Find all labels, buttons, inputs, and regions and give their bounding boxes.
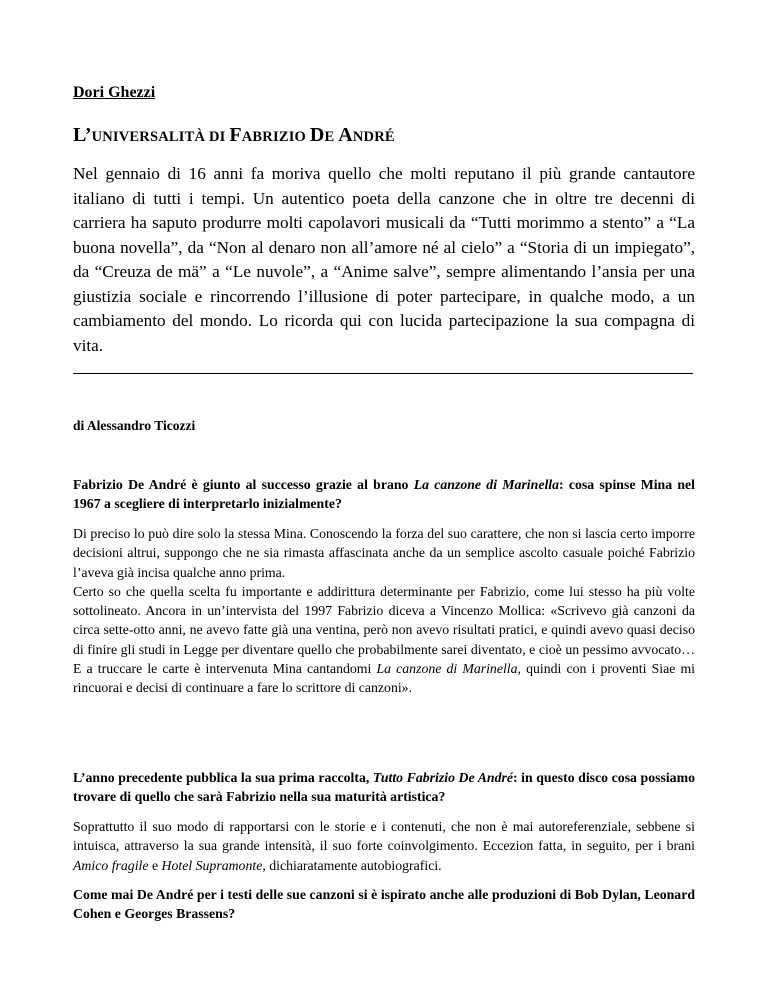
question-3: Come mai De André per i testi delle sue canzoni si è ispirato anche alle produzioni di Bob Dylan, Leonard Cohen e Georges Brassens? — [73, 887, 695, 922]
song-title: La canzone di Marinella — [413, 477, 560, 492]
article-title — [73, 124, 395, 147]
answer-1-paragraph-1: Di preciso lo può dire solo la stessa Mina. Conoscendo la forza del suo carattere, che non si lascia certo imporre decisioni altrui, suppongo che ne sia rimasta affascinata anche da un semplice ascolto casuale poiché Fabrizio l’aveva già incisa qualche anno prima. — [73, 526, 695, 580]
song-title: Amico fragile — [73, 857, 149, 873]
title-part: ABRIZIO — [241, 129, 310, 145]
title-part: E — [324, 129, 339, 145]
answer-1 — [73, 524, 695, 698]
question-1-text-end: : cosa spinse Mina nel 1967 a scegliere di interpretarlo inizialmente? — [73, 477, 696, 512]
album-title: Tutto Fabrizio De André — [372, 770, 513, 785]
title-part: L’ — [73, 124, 92, 146]
song-title: Hotel Supramonte — [161, 857, 263, 873]
answer-2-text: Soprattutto il suo modo di rapportarsi con le storie e i contenuti, che non è mai autoreferenziale, sebbene si intuisca, attraverso la sua grande intensità, il suo forte coinvolgimento. Eccezion fatta, in seguito, per i brani — [73, 819, 695, 854]
title-part: A — [338, 124, 353, 146]
question-1-text: Fabrizio De André è giunto al successo grazie al brano — [73, 477, 414, 492]
author-name: Dori Ghezzi — [73, 84, 156, 101]
lead-paragraph: Nel gennaio di 16 anni fa moriva quello che molti reputano il più grande cantautore italiano di tutti i tempi. Un autentico poeta della canzone che in oltre tre decenni di carriera ha saputo produrre molti capolavori musicali da “Tutti morimmo a stento” a “La buona novella”, da “Non al denaro non all’amore né al cielo” a “Storia di un impiegato”, da “Creuza de mä” a “Le nuvole”, a “Anime salve”, sempre alimentando l’ansia per una giustizia sociale e rincorrendo l’illusione di poter partecipare, in qualche modo, a un cambiamento del mondo. Lo ricorda qui con lucida partecipazione la sua compagna di vita. — [73, 164, 695, 355]
answer-2-text-end: , dichiaratamente autobiografici. — [262, 857, 442, 873]
question-2-text-end: : in questo disco cosa possiamo trovare di quello che sarà Fabrizio nella sua maturità artistica? — [73, 770, 695, 805]
byline: di Alessandro Ticozzi — [73, 418, 196, 433]
title-part: D — [309, 124, 325, 146]
answer-2-text-middle: e — [148, 857, 162, 873]
title-part: F — [229, 124, 242, 146]
question-2 — [73, 768, 695, 807]
answer-1-text: Certo so che quella scelta fu importante e addirittura determinante per Fabrizio, come lui stesso ha più volte sottolineato. Ancora in un’intervista del 1997 Fabrizio diceva a Vincenzo Mollica: «Scrivevo già canzoni da circa sette-otto anni, ne avevo fatte già una ventina, però non avevo risultati pratici, e quindi avevo quasi deciso di finire gli studi in Legge per diventare quello che probabilmente sarei diventato, e cioè un pessimo avvocato… E a truccare le carte è intervenuta Mina cantandomi — [73, 583, 695, 677]
title-part: NDRÉ — [352, 129, 395, 145]
answer-1-paragraph-2 — [73, 582, 695, 698]
separator-line — [73, 373, 693, 374]
title-part: UNIVERSALITÀ DI — [91, 129, 230, 145]
answer-2 — [73, 817, 695, 875]
song-title: La canzone di Marinella — [376, 661, 518, 677]
question-1 — [73, 475, 695, 514]
answer-1-text-end: , quindi con i proventi Siae mi rincuorai e decisi di continuare a fare lo scrittore di canzoni». — [73, 661, 696, 696]
question-2-text: L’anno precedente pubblica la sua prima raccolta, — [73, 770, 373, 785]
